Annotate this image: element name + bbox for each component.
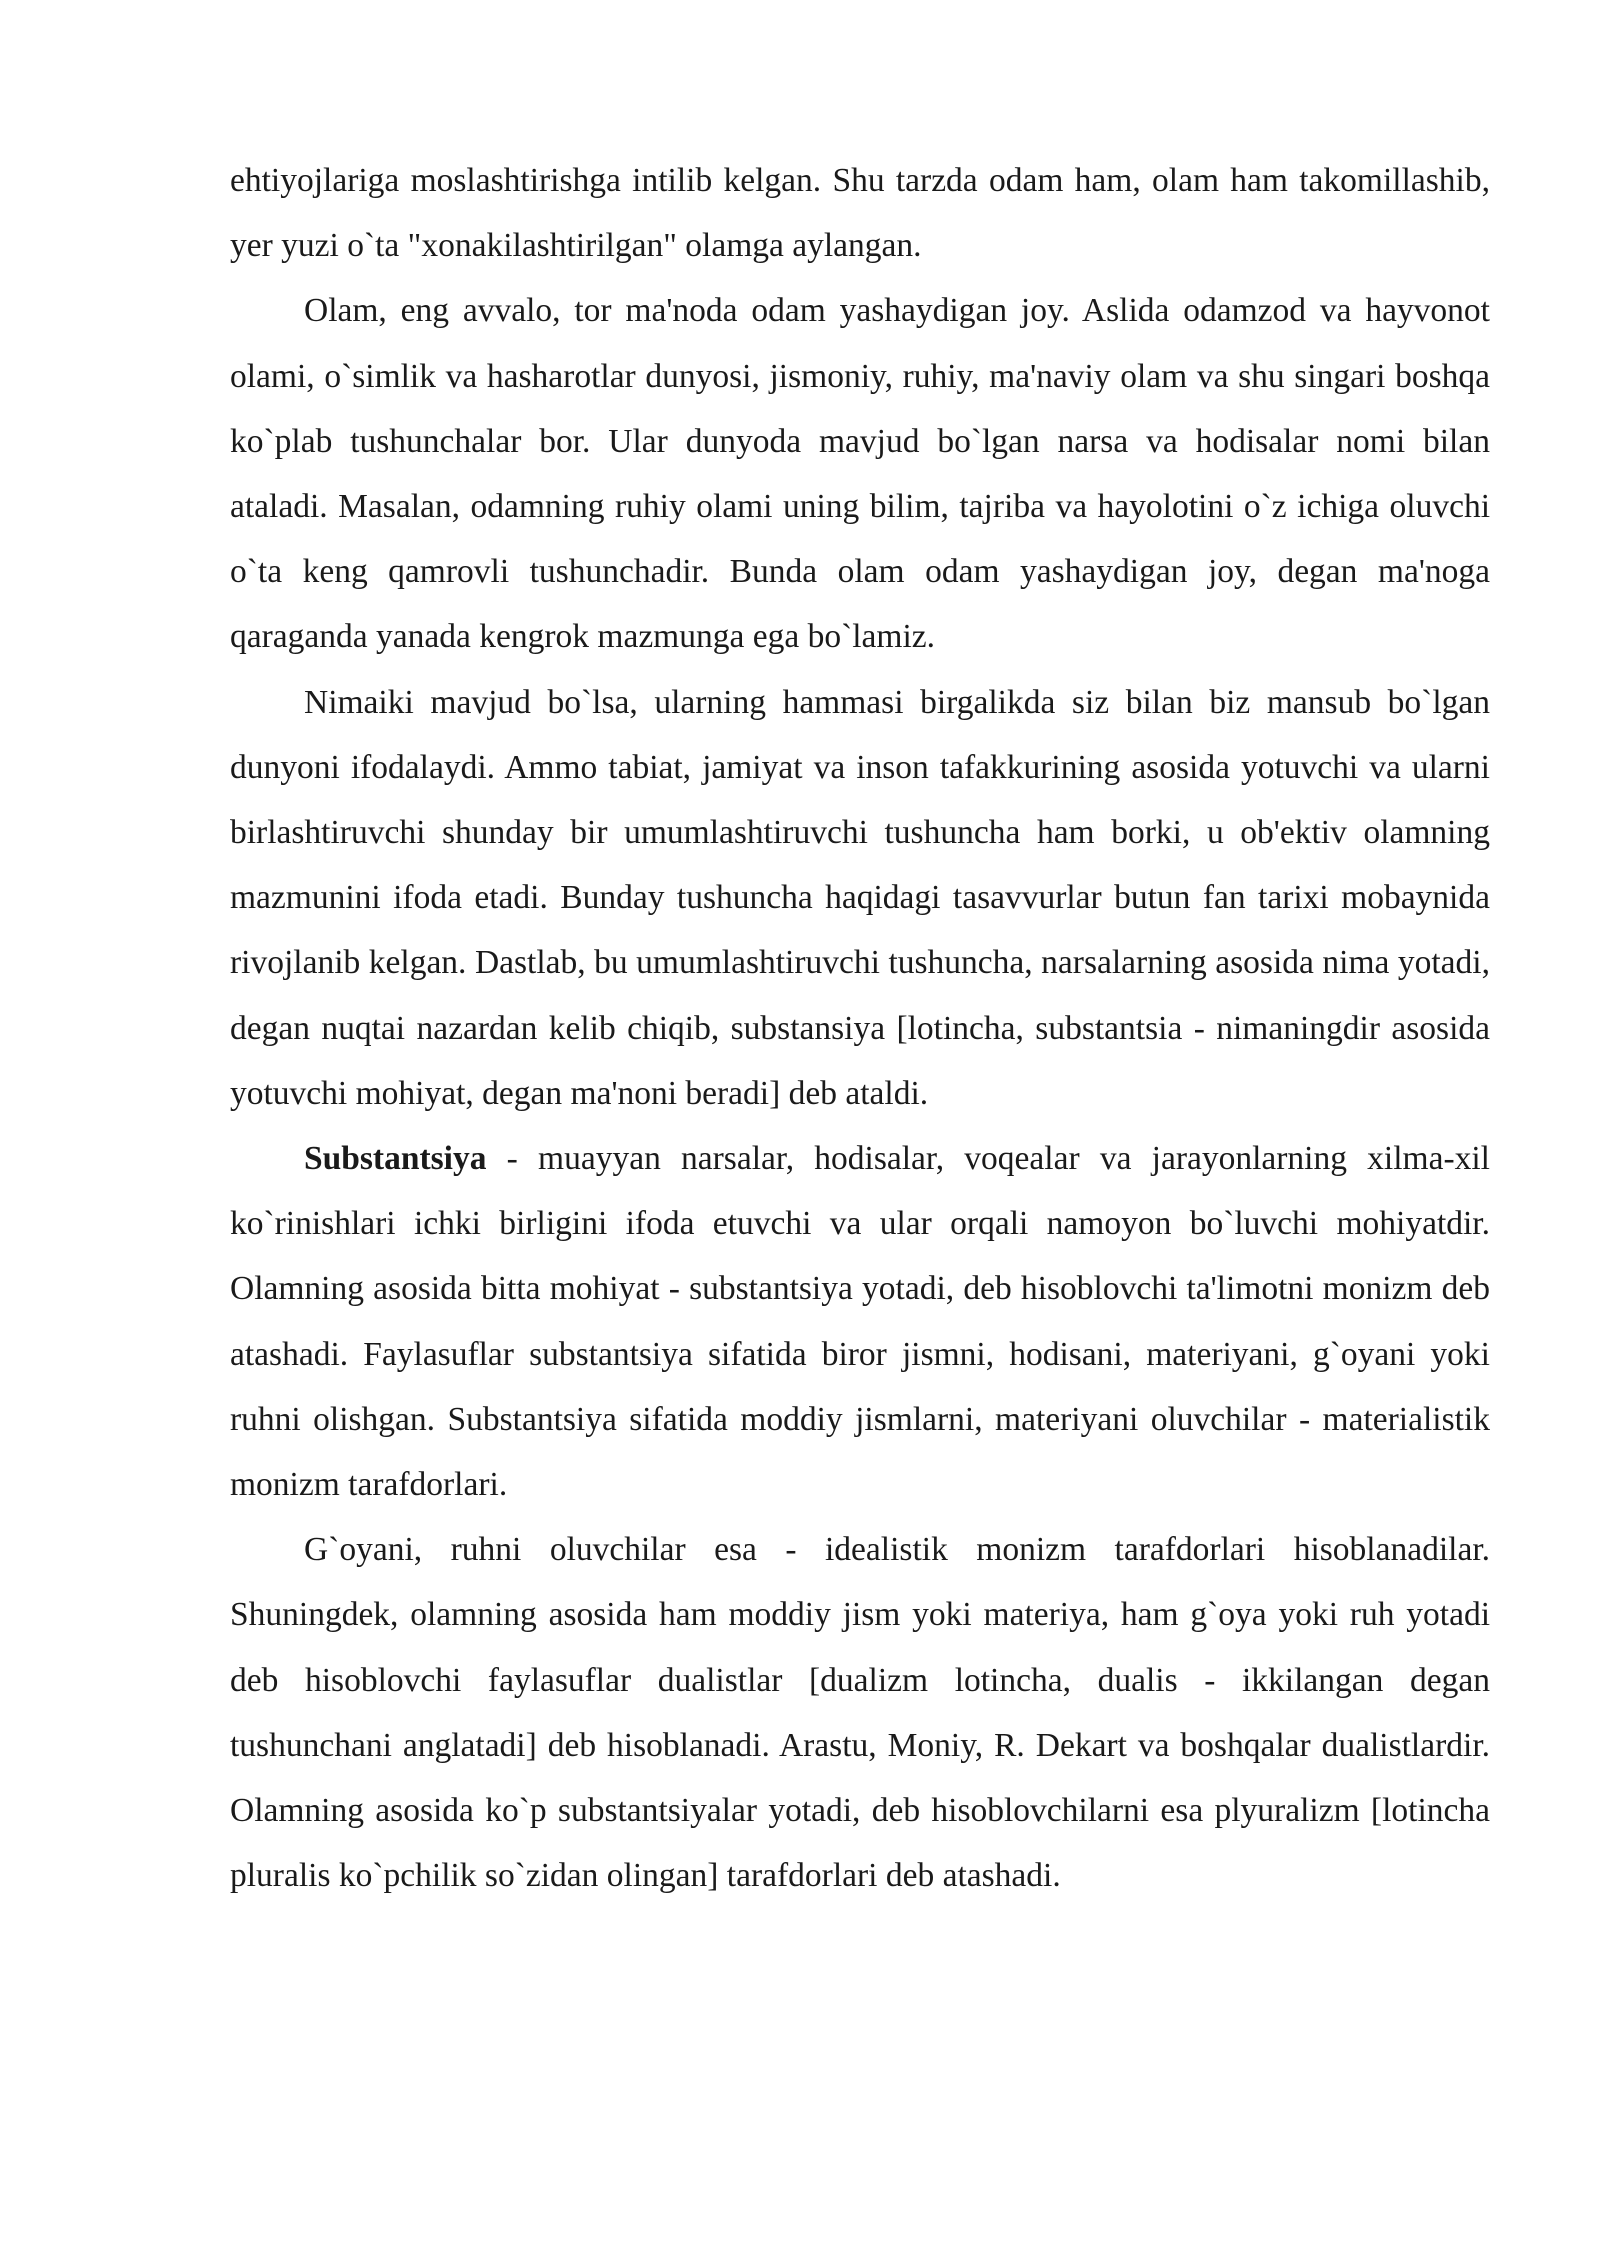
paragraph-5-text: G`oyani, ruhni oluvchilar esa - idealistik monizm tarafdorlari hisoblanadilar. Shuningdek, olamning asosida ham moddiy jism yoki materiya, ham g`oya yoki ruh yotadi deb hisoblovchi faylasuflar dualistlar [dualizm lotincha, dualis - ikkilangan degan tushunchani anglatadi] deb hisoblanadi. Arastu, Moniy, R. Dekart va boshqalar dualistlardir. Olamning asosida ko`p substantsiyalar yotadi, deb hisoblovchilarni esa plyuralizm [lotincha pluralis ko`pchilik so`zidan olingan] tarafdorlari deb atashadi. bbox=[230, 1531, 1490, 1895]
paragraph-1-text: ehtiyojlariga moslashtirishga intilib kelgan. Shu tarzda odam ham, olam ham takomillashib, yer yuzi o`ta "xonakilashtirilgan" olamga aylangan. bbox=[230, 162, 1490, 265]
paragraph-2 bbox=[230, 278, 1490, 669]
paragraph-1 bbox=[230, 148, 1490, 278]
paragraph-5 bbox=[230, 1517, 1490, 1908]
document-body bbox=[230, 148, 1490, 1908]
paragraph-3 bbox=[230, 670, 1490, 1126]
paragraph-4 bbox=[230, 1126, 1490, 1517]
paragraph-3-text: Nimaiki mavjud bo`lsa, ularning hammasi birgalikda siz bilan biz mansub bo`lgan dunyoni ifodalaydi. Ammo tabiat, jamiyat va inson tafakkurining asosida yotuvchi va ularni birlashtiruvchi shunday bir umumlashtiruvchi tushuncha ham borki, u ob'ektiv olamning mazmunini ifoda etadi. Bunday tushuncha haqidagi tasavvurlar butun fan tarixi mobaynida rivojlanib kelgan. Dastlab, bu umumlashtiruvchi tushuncha, narsalarning asosida nima yotadi, degan nuqtai nazardan kelib chiqib, substansiya [lotincha, substantsia - nimaningdir asosida yotuvchi mohiyat, degan ma'noni beradi] deb ataldi. bbox=[230, 683, 1490, 1112]
paragraph-4-text: - muayyan narsalar, hodisalar, voqealar va jarayonlarning xilma-xil ko`rinishlari ichki birligini ifoda etuvchi va ular orqali namoyon bo`luvchi mohiyatdir. Olamning asosida bitta mohiyat - substantsiya yotadi, deb hisoblovchi ta'limotni monizm deb atashadi. Faylasuflar substantsiya sifatida biror jismni, hodisani, materiyani, g`oyani yoki ruhni olishgan. Substantsiya sifatida moddiy jismlarni, materiyani oluvchilar - materialistik monizm tarafdorlari. bbox=[230, 1140, 1490, 1504]
term-substantsiya: Substantsiya bbox=[304, 1140, 487, 1178]
paragraph-2-text: Olam, eng avvalo, tor ma'noda odam yashaydigan joy. Aslida odamzod va hayvonot olami, o`simlik va hasharotlar dunyosi, jismoniy, ruhiy, ma'naviy olam va shu singari boshqa ko`plab tushunchalar bor. Ular dunyoda mavjud bo`lgan narsa va hodisalar nomi bilan ataladi. Masalan, odamning ruhiy olami uning bilim, tajriba va hayolotini o`z ichiga oluvchi o`ta keng qamrovli tushunchadir. Bunda olam odam yashaydigan joy, degan ma'noga qaraganda yanada kengrok mazmunga ega bo`lamiz. bbox=[230, 292, 1490, 656]
